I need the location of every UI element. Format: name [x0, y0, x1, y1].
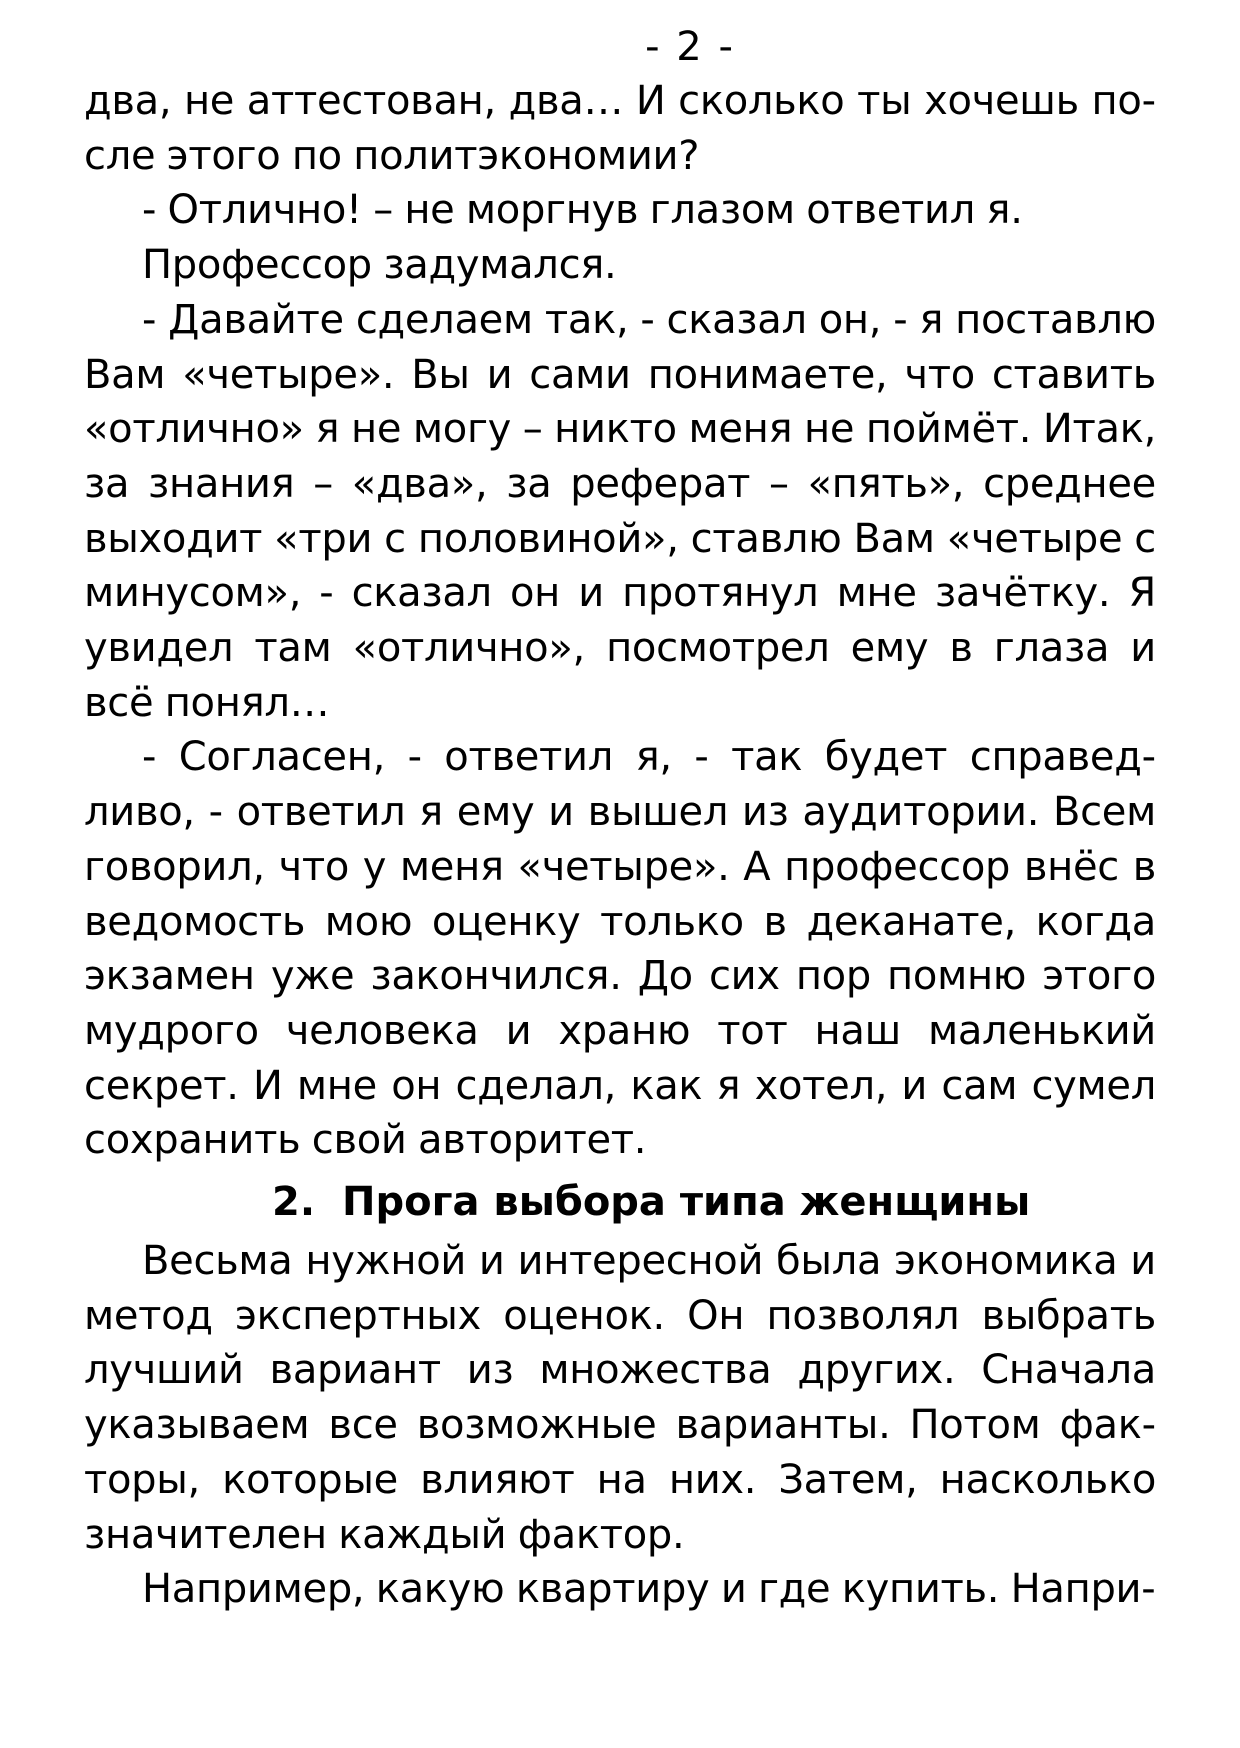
paragraph: Весьма нужной и интересной была экономика и метод экспертных оценок. Он позволял выбрать лучший вариант из множества других. Сначала указываем все возможные варианты. Потом факторы, которые влияют на них. Затем, насколько значителен каждый фактор. [84, 1238, 1156, 1558]
body-text [84, 74, 1156, 1617]
section-heading-title: Прога выбора типа женщины [342, 1179, 1031, 1226]
paragraph: - Давайте сделаем так, - сказал он, - я поставлю Вам «четыре». Вы и сами понимаете, что ставить «отлично» я не могу – никто меня не поймёт. Итак, за знания – «два», за реферат – «пять», среднее выходит «три с половиной», ставлю Вам «четыре с минусом», - сказал он и протянул мне зачётку. Я увидел там «отлично», посмотрел ему в глаза и всё понял… [84, 296, 1156, 726]
paragraph: - Отлично! – не моргнув глазом ответил я. [142, 187, 1023, 234]
paragraph: Например, какую квартиру и где купить. Напри- [142, 1566, 1156, 1613]
page-number: - 2 - [645, 24, 735, 70]
paragraph: Профессор задумался. [142, 242, 617, 289]
section-heading [84, 1176, 1156, 1228]
paragraph: два, не аттестован, два… И сколько ты хочешь после этого по политэкономии? [84, 78, 1156, 179]
paragraph: - Согласен, - ответил я, - так будет справедливо, - ответил я ему и вышел из аудитории. Всем говорил, что у меня «четыре». А профессор внёс в ведомость мою оценку только в деканате, когда экзамен уже закончился. До сих пор помню этого мудрого человека и храню тот наш маленький секрет. И мне он сделал, как я хотел, и сам сумел сохранить свой авторитет. [84, 734, 1156, 1164]
section-heading-number: 2. [272, 1179, 316, 1226]
